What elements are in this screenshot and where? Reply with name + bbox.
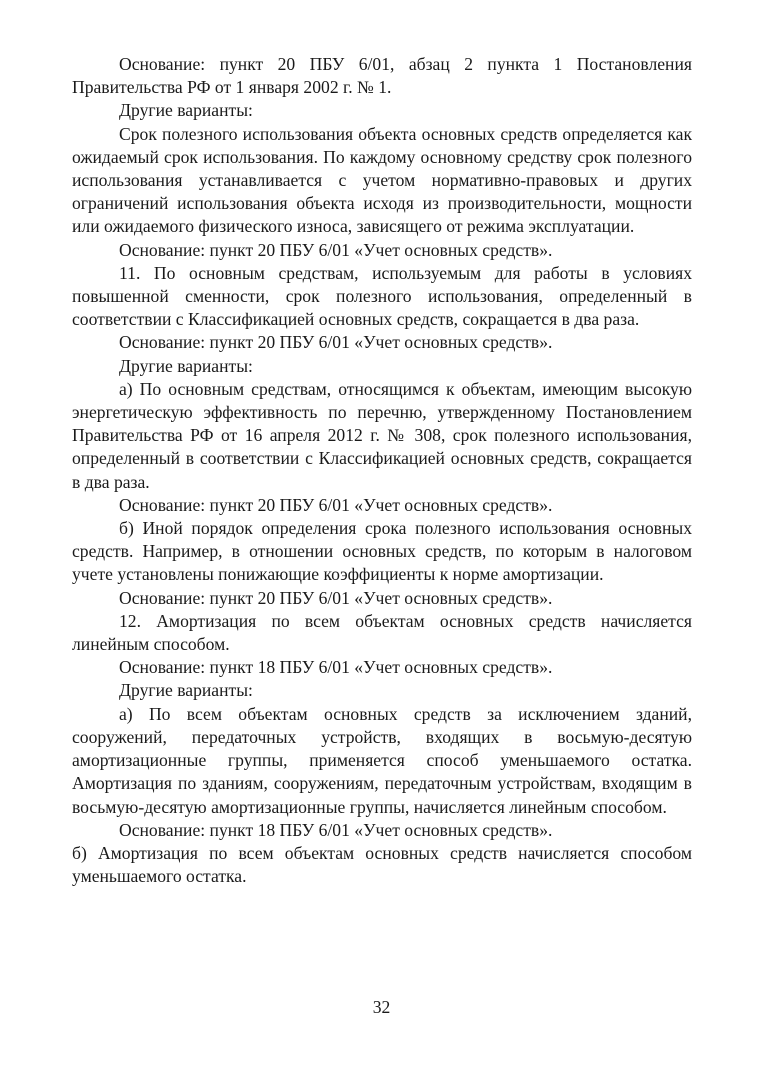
- page-number: 32: [372, 997, 391, 1017]
- paragraph-basis: Основание: пункт 20 ПБУ 6/01 «Учет основных средств».: [119, 332, 553, 353]
- paragraph-basis: Основание: пункт 20 ПБУ 6/01 «Учет основных средств».: [119, 494, 553, 515]
- paragraph-other-options: Другие варианты:: [119, 100, 253, 121]
- paragraph-basis-resolution: Основание: пункт 20 ПБУ 6/01, абзац 2 пункта 1 Постановления Правительства РФ от 1 января 2002 г. № 1.: [72, 54, 692, 98]
- paragraph-option-a-declining-balance: а) По всем объектам основных средств за исключением зданий, сооружений, передаточных устройств, входящих в восьмую-десятую амортизационные группы, применяется способ уменьшаемого остатка. Амортизация по зданиям, сооружениям, передаточным устройствам, входящим в восьмую-десятую амортизационные группы, начисляется линейным способом.: [72, 703, 692, 817]
- paragraph-basis: Основание: пункт 20 ПБУ 6/01 «Учет основных средств».: [119, 587, 553, 608]
- paragraph-basis: Основание: пункт 20 ПБУ 6/01 «Учет основных средств».: [119, 239, 553, 260]
- body-text: [72, 53, 692, 888]
- paragraph-other-options: Другие варианты:: [119, 680, 253, 701]
- paragraph-useful-life-definition: Срок полезного использования объекта основных средств определяется как ожидаемый срок использования. По каждому основному средству срок полезного использования устанавливается с учетом нормативно-правовых и других ограничений использования объекта исходя из производительности, мощности или ожидаемого физического износа, зависящего от режима эксплуатации.: [72, 123, 692, 237]
- paragraph-option-b-other-procedure: б) Иной порядок определения срока полезного использования основных средств. Например, в отношении основных средств, по которым в налоговом учете установлены понижающие коэффициенты к норме амортизации.: [72, 518, 692, 585]
- paragraph-other-options: Другие варианты:: [119, 355, 253, 376]
- paragraph-item-12: 12. Амортизация по всем объектам основных средств начисляется линейным способом.: [72, 610, 692, 655]
- paragraph-option-b-declining-balance: б) Амортизация по всем объектам основных средств начисляется способом уменьшаемого остатка.: [72, 842, 692, 887]
- paragraph-item-11: 11. По основным средствам, используемым для работы в условиях повышенной сменности, срок полезного использования, определенный в соответствии с Классификацией основных средств, сокращается в два раза.: [72, 262, 692, 330]
- paragraph-option-a-energy-efficiency: а) По основным средствам, относящимся к объектам, имеющим высокую энергетическую эффективность по перечню, утвержденному Постановлением Правительства РФ от 16 апреля 2012 г. № 308, срок полезного использования, определенный в соответствии с Классификацией основных средств, сокращается в два раза.: [72, 378, 692, 492]
- paragraph-basis: Основание: пункт 18 ПБУ 6/01 «Учет основных средств».: [119, 657, 553, 678]
- paragraph-basis: Основание: пункт 18 ПБУ 6/01 «Учет основных средств».: [119, 819, 553, 840]
